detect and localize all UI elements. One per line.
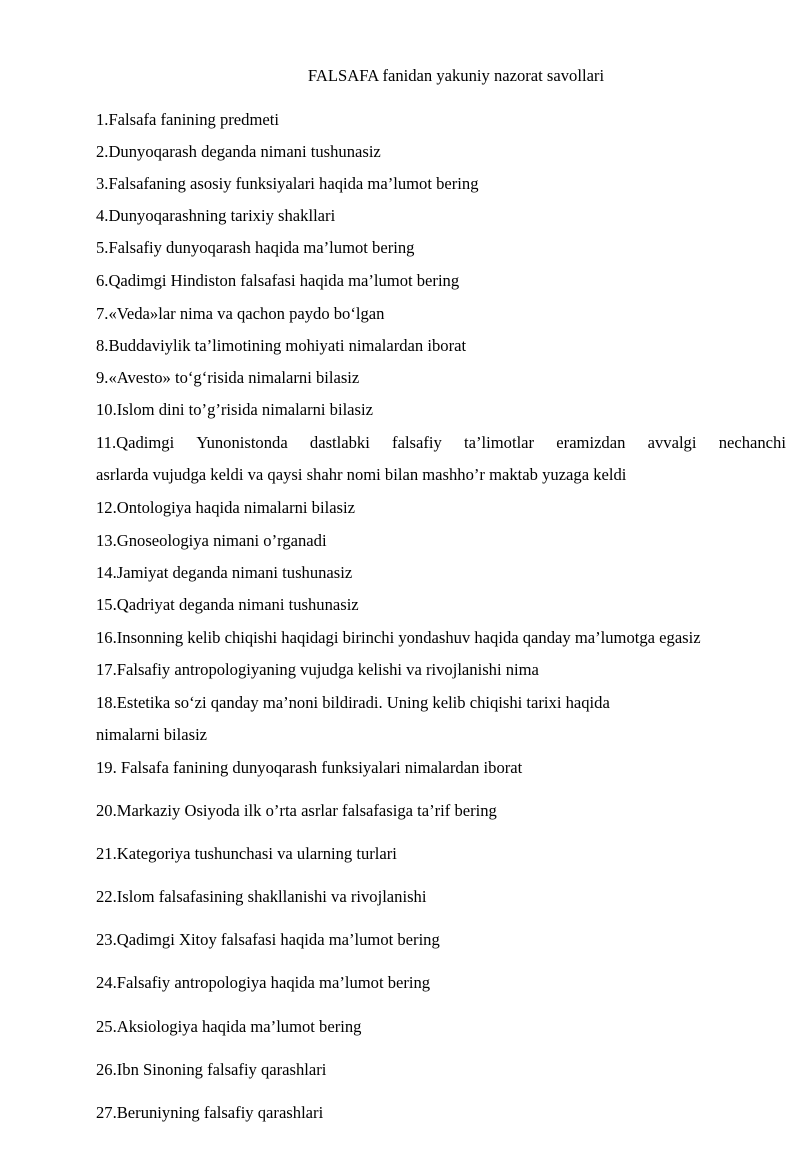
question-line: 1.Falsafa fanining predmeti xyxy=(96,110,279,129)
question-line: 4.Dunyoqarashning tarixiy shakllari xyxy=(96,206,336,225)
question-line: 14.Jamiyat deganda nimani tushunasiz xyxy=(96,563,353,582)
question-line: 15.Qadriyat deganda nimani tushunasiz xyxy=(96,595,359,614)
question-line: asrlarda vujudga keldi va qaysi shahr nomi bilan mashho’r maktab yuzaga keldi xyxy=(96,465,627,484)
question-line: 5.Falsafiy dunyoqarash haqida ma’lumot bering xyxy=(96,238,415,257)
question-line: nimalarni bilasiz xyxy=(96,725,208,744)
question-line: 24.Falsafiy antropologiya haqida ma’lumot bering xyxy=(96,973,431,992)
question-line: 17.Falsafiy antropologiyaning vujudga kelishi va rivojlanishi nima xyxy=(96,660,539,679)
question-line: 21.Kategoriya tushunchasi va ularning turlari xyxy=(96,844,397,863)
question-line: 25.Aksiologiya haqida ma’lumot bering xyxy=(96,1017,362,1036)
question-line: 26.Ibn Sinoning falsafiy qarashlari xyxy=(96,1060,327,1079)
question-line: 3.Falsafaning asosiy funksiyalari haqida ma’lumot bering xyxy=(96,174,479,193)
question-line: 18.Estetika so‘zi qanday ma’noni bildiradi. Uning kelib chiqishi tarixi haqida xyxy=(96,693,610,712)
question-line: 13.Gnoseologiya nimani o’rganadi xyxy=(96,531,327,550)
question-line: 6.Qadimgi Hindiston falsafasi haqida ma’lumot bering xyxy=(96,271,460,290)
question-line: 23.Qadimgi Xitoy falsafasi haqida ma’lumot bering xyxy=(96,930,440,949)
question-line: 10.Islom dini to’g’risida nimalarni bilasiz xyxy=(96,400,373,419)
question-line: 16.Insonning kelib chiqishi haqidagi birinchi yondashuv haqida qanday ma’lumotga egasiz xyxy=(96,628,701,647)
question-line: 7.«Veda»lar nima va qachon paydo bo‘lgan xyxy=(96,304,385,323)
question-line: 2.Dunyoqarash deganda nimani tushunasiz xyxy=(96,142,381,161)
question-line: 27.Beruniyning falsafiy qarashlari xyxy=(96,1103,324,1122)
question-line: 19. Falsafa fanining dunyoqarash funksiyalari nimalardan iborat xyxy=(96,758,523,777)
question-line: 22.Islom falsafasining shakllanishi va rivojlanishi xyxy=(96,887,427,906)
question-line: 8.Buddaviylik ta’limotining mohiyati nimalardan iborat xyxy=(96,336,467,355)
question-line: 20.Markaziy Osiyoda ilk o’rta asrlar falsafasiga ta’rif bering xyxy=(96,801,497,820)
question-line-justified: 11.Qadimgi Yunonistonda dastlabki falsafiy ta’limotlar eramizdan avvalgi nechanchi xyxy=(96,433,786,452)
question-line: 12.Ontologiya haqida nimalarni bilasiz xyxy=(96,498,355,517)
page-title: FALSAFA fanidan yakuniy nazorat savollari xyxy=(307,66,605,85)
question-line: 9.«Avesto» to‘g‘risida nimalarni bilasiz xyxy=(96,368,360,387)
